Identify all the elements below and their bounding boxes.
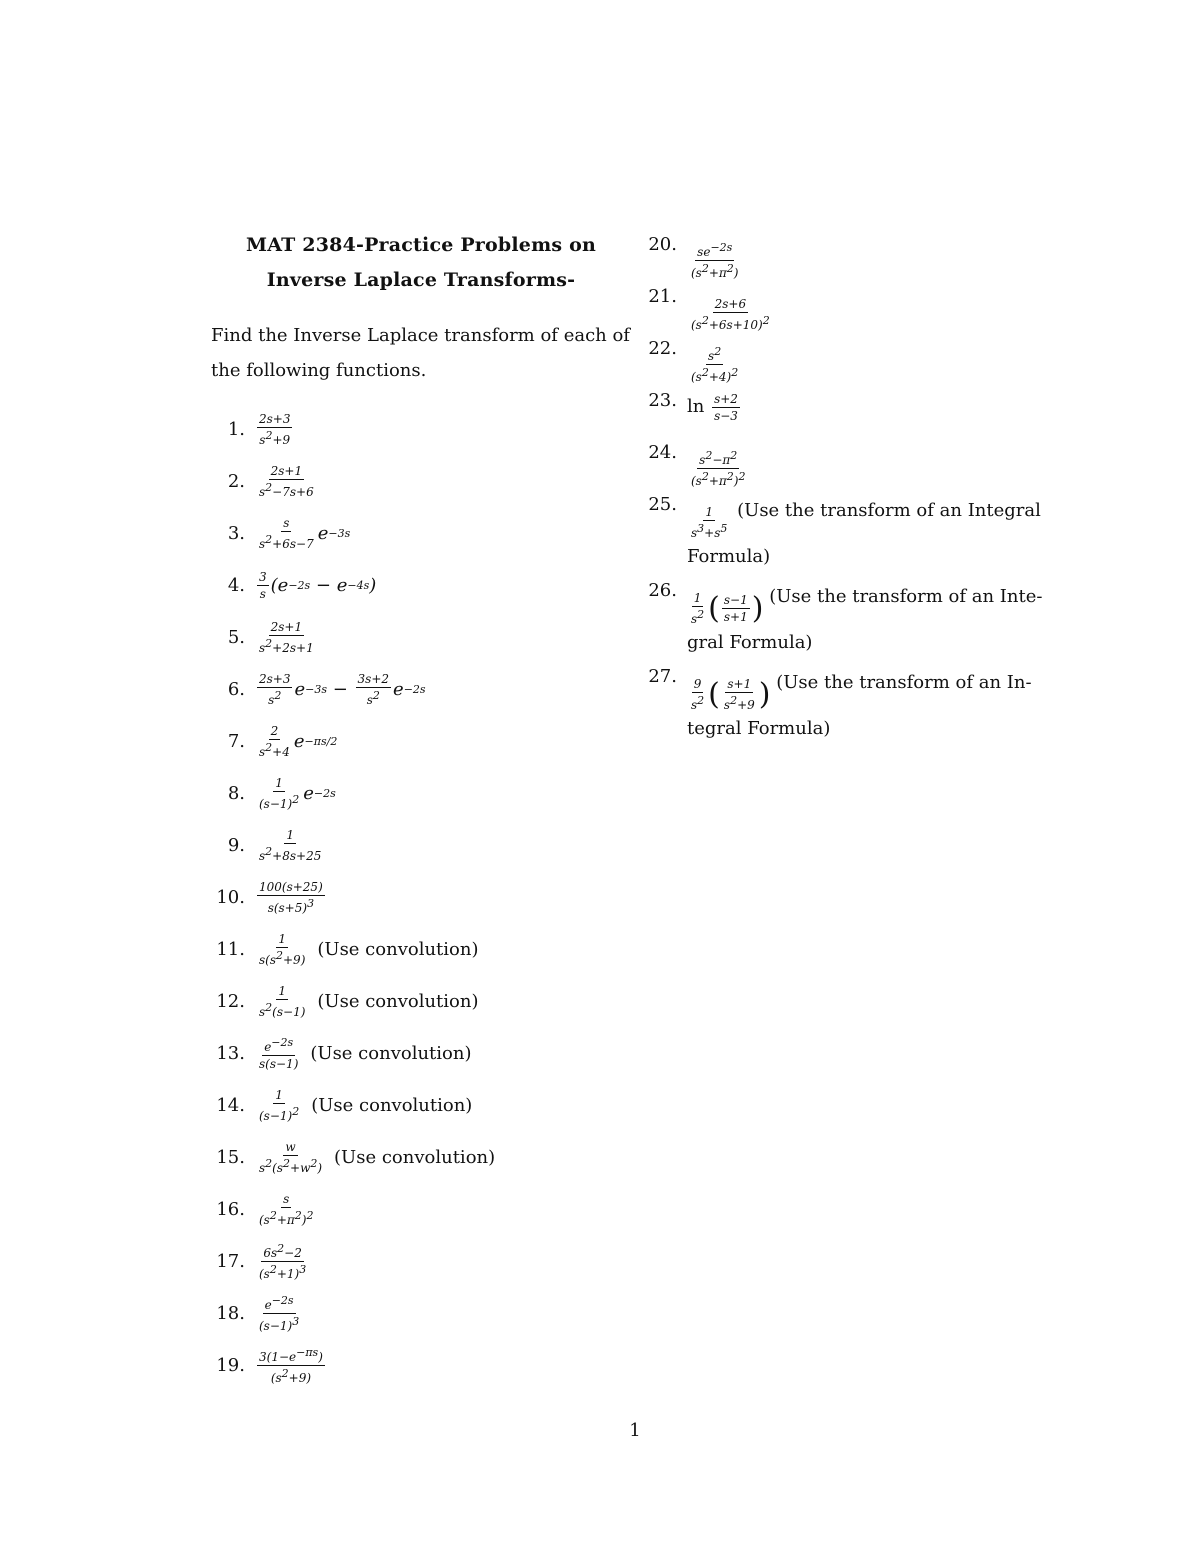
problem-1 <box>211 403 631 455</box>
problem-expression: $\frac{1}{s2+8s+25}$ <box>259 827 322 863</box>
problem-expression: $\frac{e-2s}{(s-1)3}$ <box>259 1293 300 1333</box>
problem-hint: (Use convolution) <box>317 990 479 1012</box>
problem-number: 24. <box>648 442 677 463</box>
problem-expression: $\frac{e-2s}{s(s-1)}$ <box>259 1035 299 1071</box>
problem-number: 7. <box>227 730 245 752</box>
problem-25 <box>647 488 1067 574</box>
problem-27 <box>647 660 1067 746</box>
problem-number: 2. <box>227 470 245 492</box>
problem-expression: $\frac{se-2s}{(s2+\pi 2)}$ <box>691 241 739 280</box>
problem-hint: (Use convolution) <box>317 938 479 960</box>
problem-expression: $\frac{1}{s2}$ ( $\frac{s-1}{s+1}$ ) <box>691 590 764 626</box>
problem-number: 5. <box>227 626 245 648</box>
problem-number: 18. <box>216 1302 245 1324</box>
problem-23 <box>647 384 1067 436</box>
problem-expression: $\frac{2s+1}{s2+2s+1}$ <box>259 619 314 655</box>
problem-expression: $\frac{1}{(s-1)2}$ <box>259 1087 300 1123</box>
problem-hint: (Use convolution) <box>310 1042 472 1064</box>
problem-expression: $\frac{2}{s2+4}$ e −πs/2 <box>259 723 338 759</box>
problem-expression: $\frac{3}{s}$ (e −2s − e −4s ) <box>259 569 377 601</box>
problem-hint: (Use the transform of an In-tegral Formula) <box>687 672 1032 739</box>
problem-number: 4. <box>227 574 245 596</box>
right-column <box>647 228 1067 746</box>
problem-number: 20. <box>648 234 677 255</box>
problem-number: 9. <box>227 834 245 856</box>
problem-5 <box>211 611 631 663</box>
problem-number: 25. <box>648 494 677 515</box>
problem-13 <box>211 1027 631 1079</box>
problem-10 <box>211 871 631 923</box>
problem-15 <box>211 1131 631 1183</box>
problem-expression: $\frac{s}{(s2+\pi 2)2}$ <box>259 1191 314 1227</box>
problem-4 <box>211 559 631 611</box>
problem-hint: (Use the transform of an Integral Formula) <box>687 500 1041 567</box>
problem-7 <box>211 715 631 767</box>
problem-number: 15. <box>216 1146 245 1168</box>
problem-number: 23. <box>648 390 677 411</box>
problem-18 <box>211 1287 631 1339</box>
problem-expression: $\frac{1}{s(s2+9)}$ <box>259 931 306 967</box>
problem-12 <box>211 975 631 1027</box>
problem-expression: $\frac{2s+3}{s2+9}$ <box>259 411 291 447</box>
problem-11 <box>211 923 631 975</box>
problem-number: 13. <box>216 1042 245 1064</box>
problem-number: 11. <box>216 938 245 960</box>
problem-number: 26. <box>648 580 677 601</box>
problem-number: 16. <box>216 1198 245 1220</box>
problem-16 <box>211 1183 631 1235</box>
page-number: 1 <box>629 1420 641 1441</box>
problem-number: 14. <box>216 1094 245 1116</box>
problem-14 <box>211 1079 631 1131</box>
problem-expression: $\frac{9}{s2}$ ( $\frac{s+1}{s2+9}$ ) <box>691 676 771 712</box>
problem-20 <box>647 228 1067 280</box>
problem-3 <box>211 507 631 559</box>
problem-24 <box>647 436 1067 488</box>
problem-hint: (Use convolution) <box>334 1146 496 1168</box>
problem-number: 8. <box>227 782 245 804</box>
problem-expression: $\frac{1}{s3+s5}$ <box>691 505 728 540</box>
problem-expression: $\frac{w}{s2(s2+w2)}$ <box>259 1139 323 1175</box>
problem-expression: ln $\frac{s+2}{s-3}$ <box>687 391 738 423</box>
problem-expression: $\frac{100(s+25)}{s(s+5)3}$ <box>259 879 323 915</box>
problem-expression: $\frac{s2-\pi 2}{(s2+\pi 2)2}$ <box>691 449 746 488</box>
document-title <box>211 228 631 298</box>
problem-6 <box>211 663 631 715</box>
instructions: Find the Inverse Laplace transform of each of the following functions. <box>211 325 630 381</box>
problem-number: 10. <box>216 886 245 908</box>
problem-expression: $\frac{s2}{(s2+4)2}$ <box>691 345 739 384</box>
problem-26 <box>647 574 1067 660</box>
problem-19 <box>211 1339 631 1391</box>
problem-17 <box>211 1235 631 1287</box>
problem-expression: $\frac{2s+3}{s2}$ e −3s − $\frac{3s+2}{s2}$ e −2s <box>259 671 426 707</box>
problem-21 <box>647 280 1067 332</box>
problem-number: 6. <box>227 678 245 700</box>
problem-number: 19. <box>216 1354 245 1376</box>
problem-expression: $\frac{s}{s2+6s-7}$ e −3s <box>259 515 351 551</box>
problem-expression: $\frac{6s2-2}{(s2+1)3}$ <box>259 1241 307 1281</box>
problem-expression: $\frac{1}{s2(s-1)}$ <box>259 983 306 1019</box>
left-column <box>211 228 631 1391</box>
problem-expression: $\frac{2s+6}{(s2+6s+10)2}$ <box>691 297 770 332</box>
problem-22 <box>647 332 1067 384</box>
problem-hint: (Use convolution) <box>311 1094 473 1116</box>
problem-8 <box>211 767 631 819</box>
problem-number: 17. <box>216 1250 245 1272</box>
problem-number: 12. <box>216 990 245 1012</box>
problem-number: 3. <box>227 522 245 544</box>
problem-number: 27. <box>648 666 677 687</box>
title-line-2: Inverse Laplace Transforms- <box>266 269 576 291</box>
problem-number: 1. <box>227 418 245 440</box>
problem-expression: $\frac{2s+1}{s2-7s+6}$ <box>259 463 314 499</box>
problem-expression: $\frac{3(1-e-\pi s)}{(s2+9)}$ <box>259 1345 323 1385</box>
problem-expression: $\frac{1}{(s-1)2}$ e −2s <box>259 775 336 811</box>
problem-number: 21. <box>648 286 677 307</box>
problem-number: 22. <box>648 338 677 359</box>
problem-2 <box>211 455 631 507</box>
problem-hint: (Use the transform of an Inte-gral Formula) <box>687 586 1043 653</box>
title-line-1: MAT 2384-Practice Problems on <box>246 234 596 256</box>
problem-9 <box>211 819 631 871</box>
